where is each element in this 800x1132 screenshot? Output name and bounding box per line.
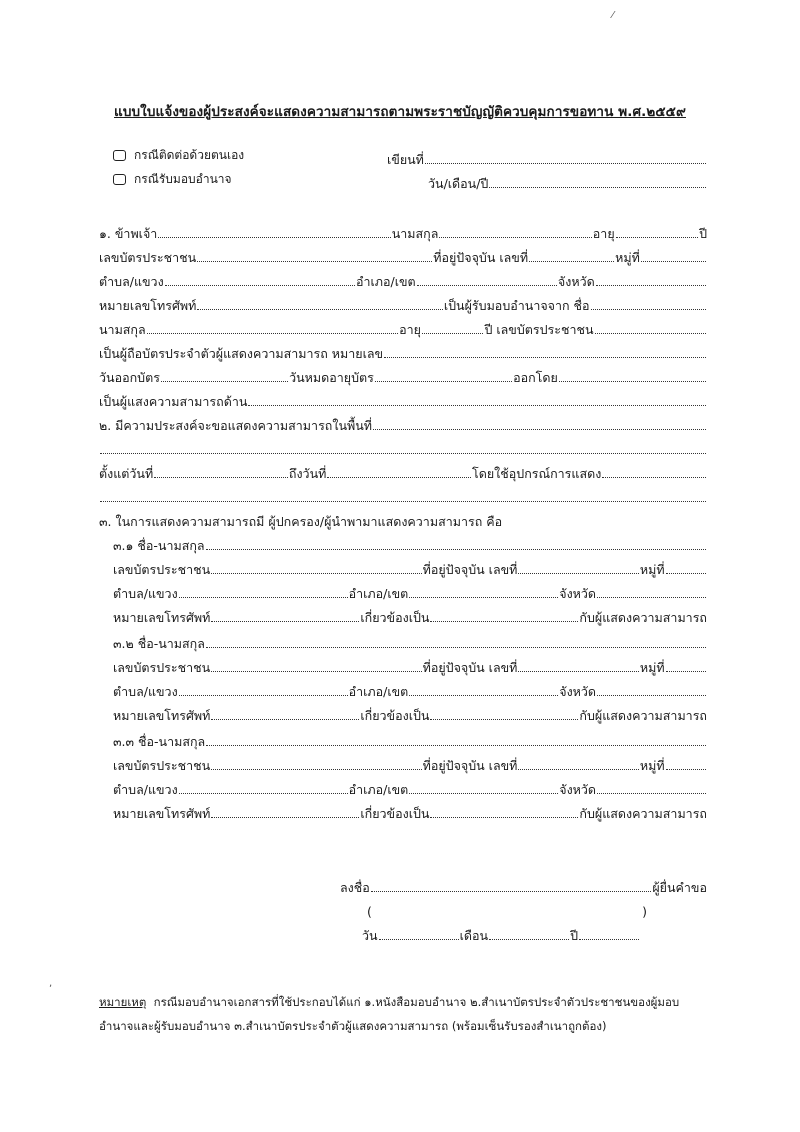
checkbox-self[interactable] [113,150,126,161]
option-self-label: กรณีติดต่อด้วยตนเอง [134,148,245,162]
s1-line2[interactable]: เลขบัตรประชาชน ที่อยู่ปัจจุบัน เลขที่ หมู่ที่ [99,250,707,266]
checkbox-proxy[interactable] [113,174,126,185]
signature-name-parens[interactable]: ( ) [367,904,647,919]
scan-mark: ⁄ [612,10,614,21]
s3-1-phone[interactable]: หมายเลขโทรศัพท์ เกี่ยวข้องเป็น กับผู้แสดงความสามารถ [113,610,707,625]
s1-line8[interactable]: เป็นผู้แสงความสามารถด้าน [99,394,707,410]
s1-line4[interactable]: หมายเลขโทรศัพท์ เป็นผู้รับมอบอำนาจจาก ชื่อ [99,298,707,314]
s3-1-addr[interactable]: ตำบล/แขวง อำเภอ/เขต จังหวัด [113,586,707,602]
s1-line1[interactable]: ๑. ข้าพเจ้า นามสกุล อายุ ปี [99,226,707,241]
s3-1-id[interactable]: เลขบัตรประชาชน ที่อยู่ปัจจุบัน เลขที่ หมู่ที่ [113,562,707,578]
s2-line3[interactable]: ตั้งแต่วันที่ ถึงวันที่ โดยใช้อุปกรณ์การแสดง [99,466,707,482]
signature-date[interactable]: วัน เดือน ปี [362,928,640,944]
option-proxy[interactable] [113,170,232,189]
s3-intro: ๓. ในการแสดงความสามารถมี ผู้ปกครอง/ผู้นำพามาแสดงความสามารถ คือ [99,514,503,529]
s3-3-addr[interactable]: ตำบล/แขวง อำเภอ/เขต จังหวัด [113,782,707,798]
s1-line7[interactable]: วันออกบัตร วันหมดอายุบัตร ออกโดย [99,370,707,386]
s3-2-addr[interactable]: ตำบล/แขวง อำเภอ/เขต จังหวัด [113,684,707,700]
s3-2-id[interactable]: เลขบัตรประชาชน ที่อยู่ปัจจุบัน เลขที่ หมู่ที่ [113,660,707,676]
scan-mark-left: , [49,978,53,989]
s2-line4[interactable] [99,490,707,502]
s3-3-name[interactable]: ๓.๓ ชื่อ-นามสกุล [113,734,707,750]
s3-2-name[interactable]: ๓.๒ ชื่อ-นามสกุล [113,636,707,652]
s3-1-name[interactable]: ๓.๑ ชื่อ-นามสกุล [113,538,707,554]
option-proxy-label: กรณีรับมอบอำนาจ [134,172,232,186]
s2-line2[interactable] [99,442,707,454]
footnote [99,990,709,1038]
form-title: แบบใบแจ้งของผู้ประสงค์จะแสดงความสามารถตามพระราชบัญญัติควบคุมการขอทาน พ.ศ.๒๕๕๙ [114,104,686,120]
s3-2-phone[interactable]: หมายเลขโทรศัพท์ เกี่ยวข้องเป็น กับผู้แสดงความสามารถ [113,708,707,723]
s3-3-id[interactable]: เลขบัตรประชาชน ที่อยู่ปัจจุบัน เลขที่ หมู่ที่ [113,758,707,774]
note-text-1: กรณีมอบอำนาจเอกสารที่ใช้ประกอบได้แก่ ๑.หนังสือมอบอำนาจ ๒.สำเนาบัตรประจำตัวประชาชนของผู้มอบ [153,995,680,1009]
option-self[interactable] [113,146,244,165]
signature-line[interactable]: ลงชื่อ ผู้ยื่นคำขอ [340,880,707,895]
s2-line1[interactable]: ๒. มีความประสงค์จะขอแสดงความสามารถในพื้นที่ [99,418,707,434]
written-at-field[interactable]: เขียนที่ [387,152,707,168]
s1-line6[interactable]: เป็นผู้ถือบัตรประจำตัวผู้แสดงความสามารถ หมายเลข [99,346,707,362]
date-field[interactable]: วัน/เดือน/ปี [428,176,707,192]
s1-line5[interactable]: นามสกุล อายุ ปี เลขบัตรประชาชน [99,322,707,338]
s3-3-phone[interactable]: หมายเลขโทรศัพท์ เกี่ยวข้องเป็น กับผู้แสดงความสามารถ [113,806,707,821]
note-label: หมายเหตุ [99,995,147,1009]
s1-line3[interactable]: ตำบล/แขวง อำเภอ/เขต จังหวัด [99,274,707,290]
note-text-2: อำนาจและผู้รับมอบอำนาจ ๓.สำเนาบัตรประจำตัวผู้แสดงความสามารถ (พร้อมเซ็นรับรองสำเนาถูกต้อง) [99,1019,607,1033]
